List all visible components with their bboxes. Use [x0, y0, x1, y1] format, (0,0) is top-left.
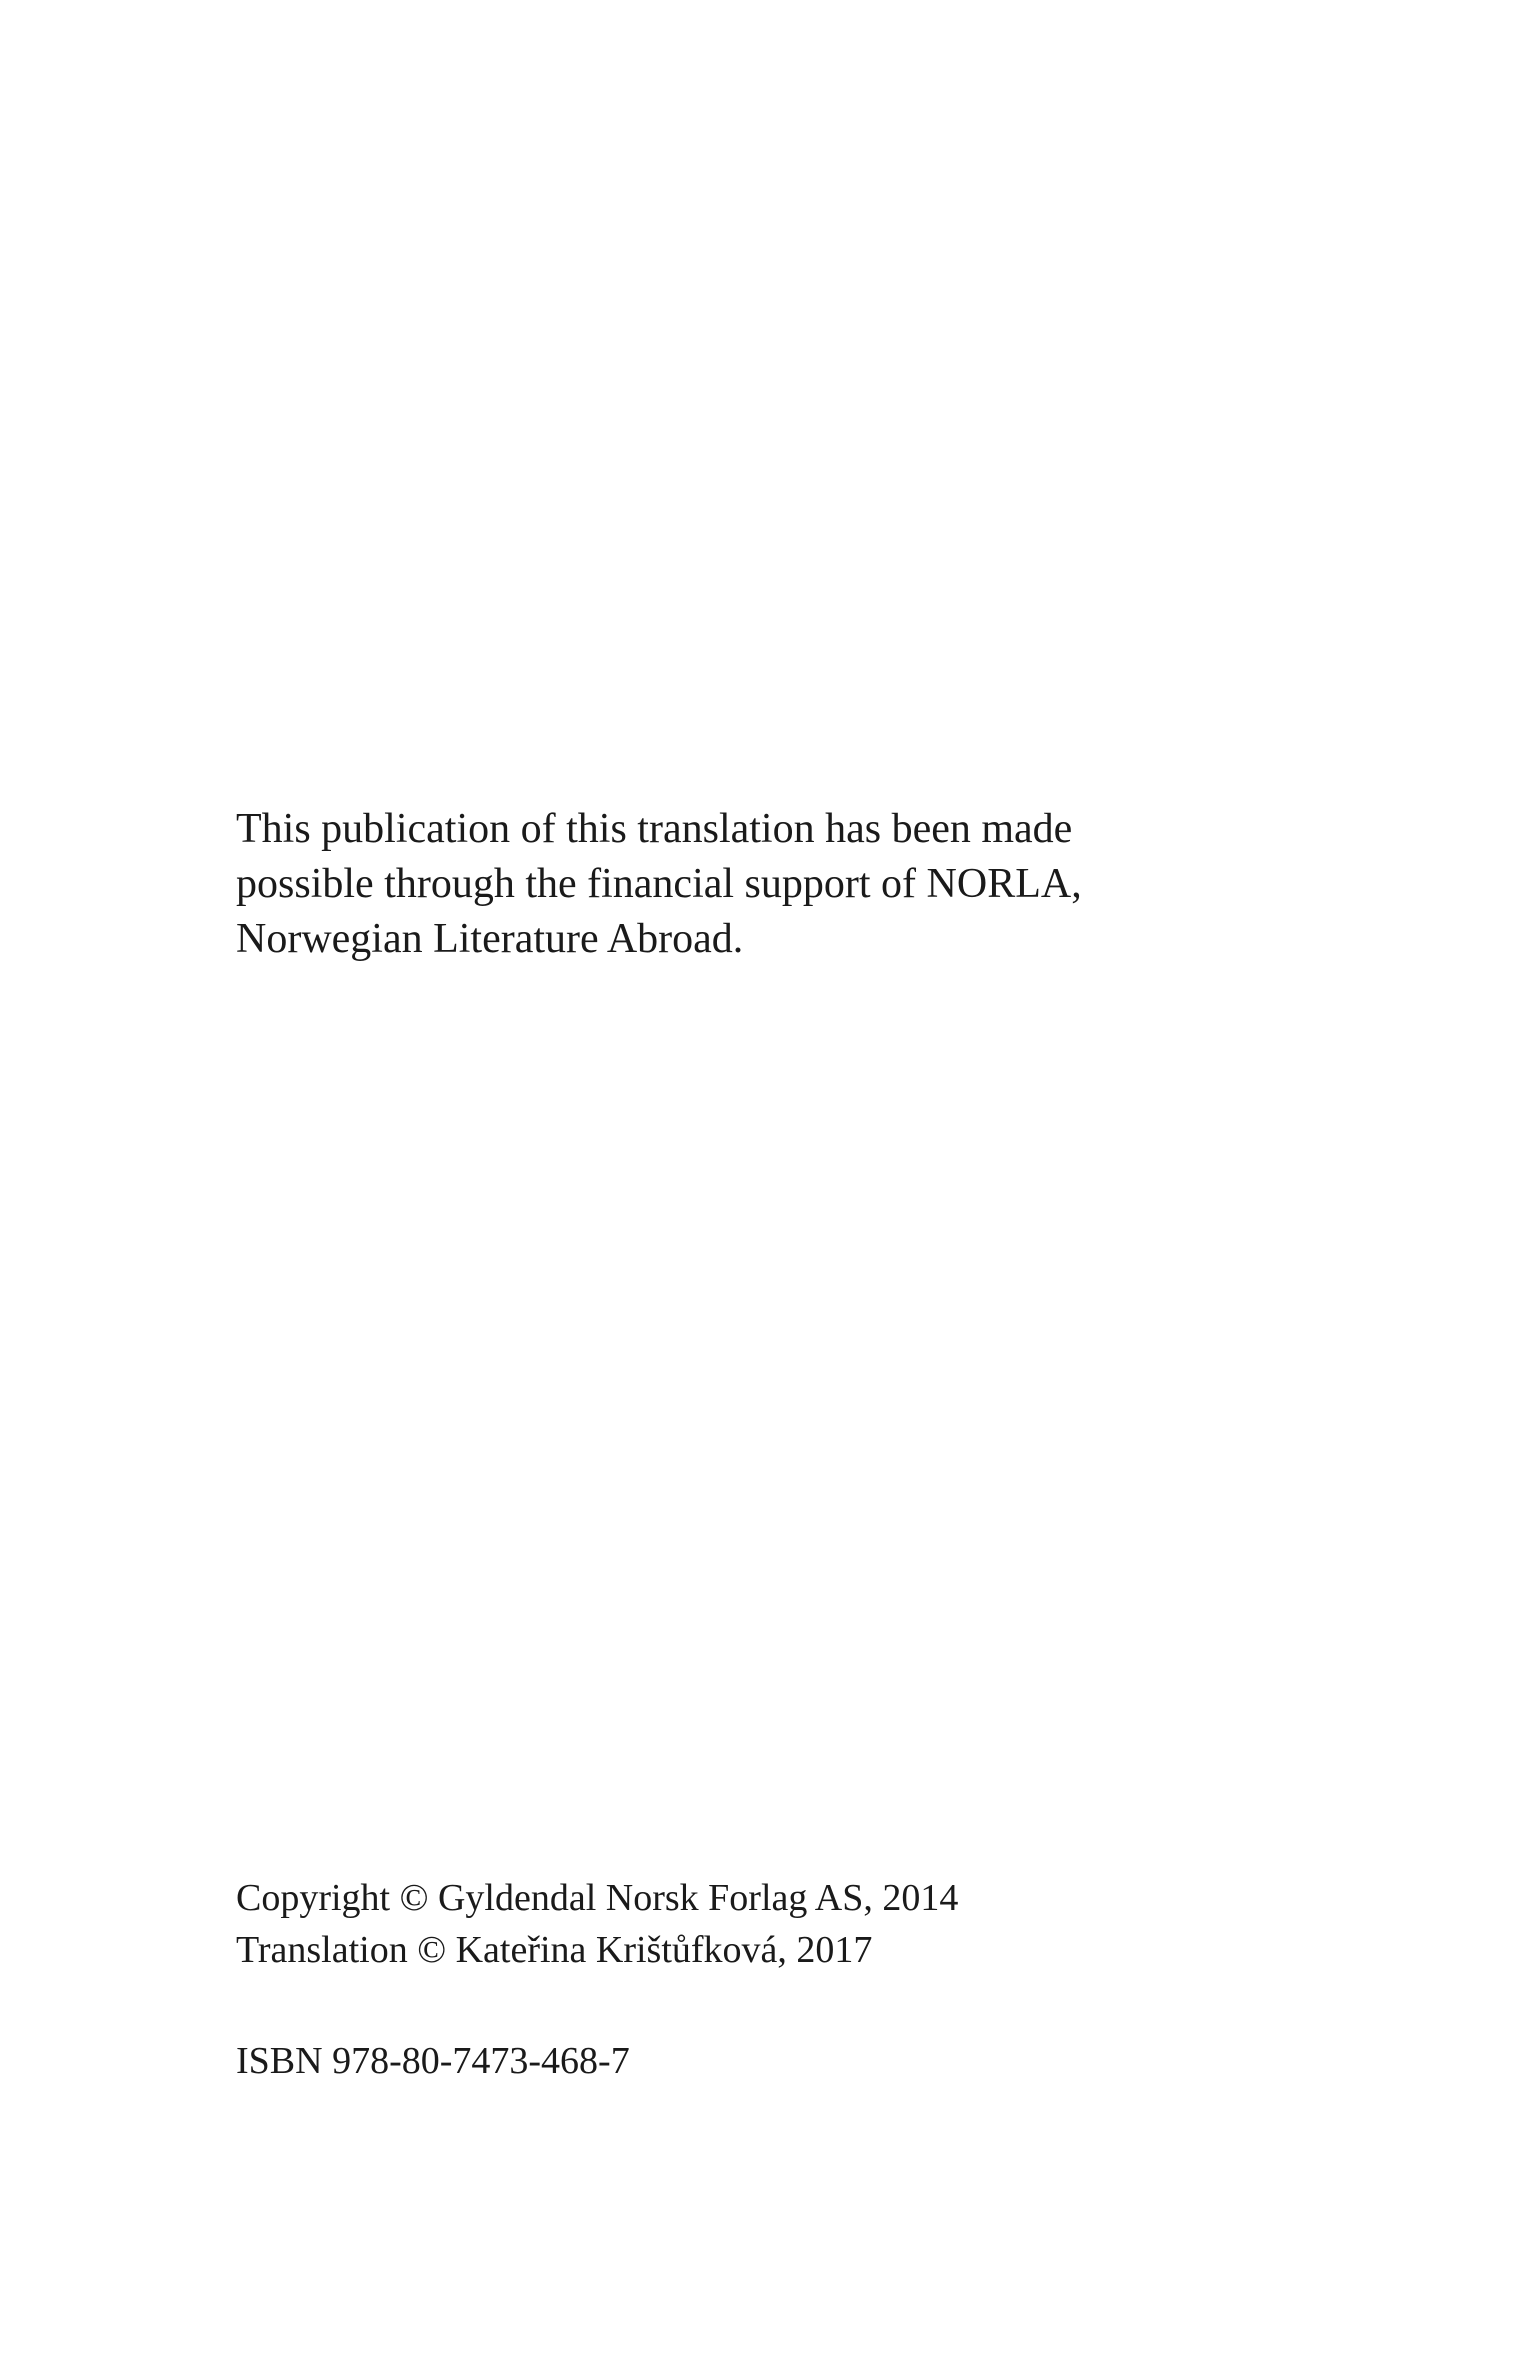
isbn-number: ISBN 978-80-7473-468-7 — [236, 2040, 630, 2082]
original-copyright: Copyright © Gyldendal Norsk Forlag AS, 2014 — [236, 1877, 959, 1919]
support-note-line-2: possible through the financial support of NORLA, — [236, 861, 1082, 907]
translation-copyright: Translation © Kateřina Krištůfková, 2017 — [236, 1929, 873, 1971]
support-note-line-3: Norwegian Literature Abroad. — [236, 916, 744, 962]
copyright-block — [236, 1872, 1336, 1976]
support-note-line-1: This publication of this translation has been made — [236, 806, 1073, 852]
translation-support-note — [236, 802, 1336, 967]
